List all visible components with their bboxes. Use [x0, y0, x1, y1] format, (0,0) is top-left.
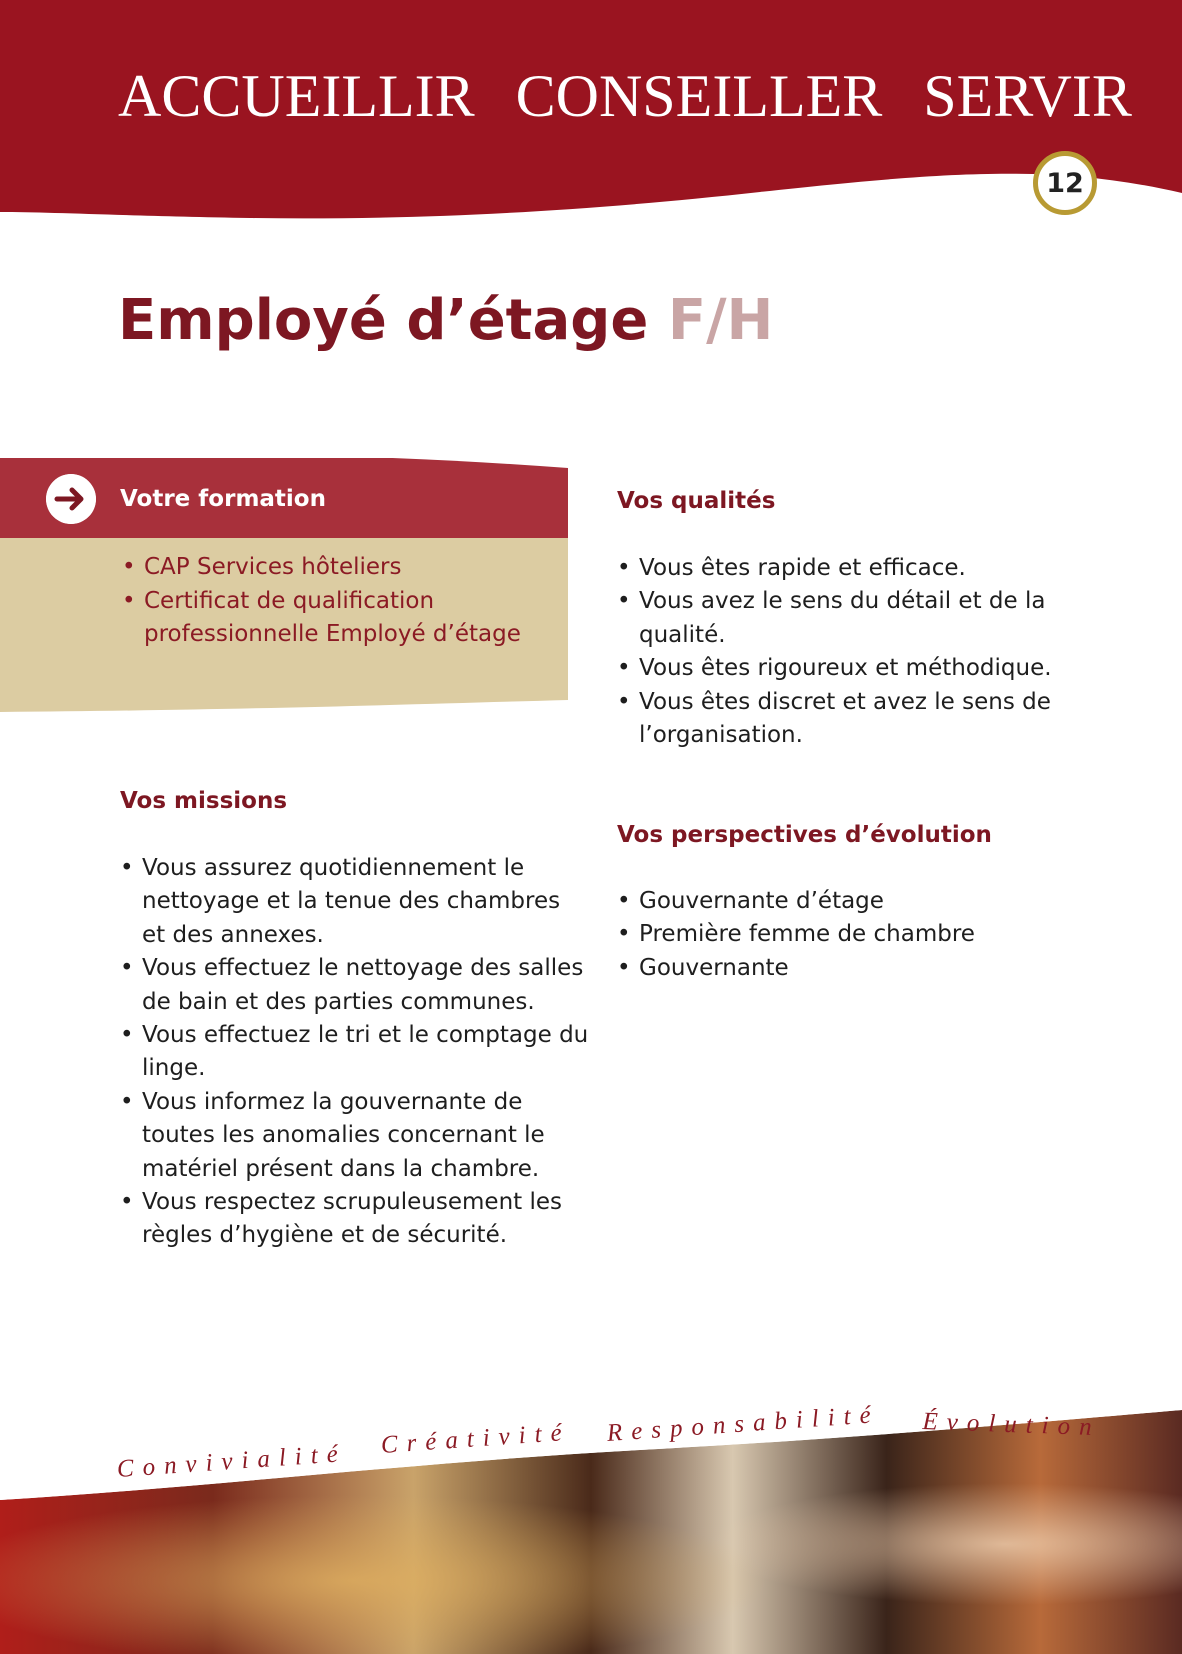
qualite-item: • Vous êtes discret et avez le sens de l’organisation. [617, 686, 1057, 753]
footer-word-responsabilite: Responsabilité [606, 1401, 881, 1448]
mission-item: • Vous effectuez le tri et le comptage du linge. [120, 1019, 590, 1086]
job-title-text: Employé d’étage [118, 288, 649, 353]
mission-item: • Vous effectuez le nettoyage des salles de bain et des parties communes. [120, 952, 590, 1019]
mission-item: • Vous respectez scrupuleusement les règles d’hygiène et de sécurité. [120, 1186, 590, 1253]
footer-word-creativite: Créativité [380, 1418, 572, 1460]
missions-heading: Vos missions [120, 788, 288, 814]
qualites-heading: Vos qualités [617, 488, 776, 514]
page-number-badge: 12 [1033, 151, 1097, 215]
formation-item: • Certificat de qualification professionnelle Employé d’étage [122, 585, 562, 652]
footer-word-convivialite: Convivialité [116, 1440, 348, 1484]
perspective-item: • Première femme de chambre [617, 918, 1057, 951]
qualite-item: • Vous êtes rapide et efficace. [617, 552, 1057, 585]
formation-list [122, 551, 562, 652]
perspectives-list [617, 885, 1057, 985]
job-gender: F/H [667, 288, 774, 353]
mission-item: • Vous assurez quotidiennement le nettoyage et la tenue des chambres et des annexes. [120, 852, 590, 952]
job-title [118, 288, 773, 353]
qualite-item: • Vous avez le sens du détail et de la qualité. [617, 585, 1057, 652]
qualites-list [617, 552, 1057, 752]
qualite-item: • Vous êtes rigoureux et méthodique. [617, 652, 1057, 685]
missions-list [120, 852, 590, 1253]
mission-item: • Vous informez la gouvernante de toutes les anomalies concernant le matériel présent dans la chambre. [120, 1086, 590, 1186]
perspective-item: • Gouvernante [617, 952, 1057, 985]
perspectives-heading: Vos perspectives d’évolution [617, 822, 992, 848]
header-title: ACCUEILLIR CONSEILLER SERVIR [118, 63, 1132, 129]
formation-heading: Votre formation [120, 486, 326, 512]
footer-word-evolution: Évolution [922, 1408, 1102, 1442]
formation-item: • CAP Services hôteliers [122, 551, 562, 585]
perspective-item: • Gouvernante d’étage [617, 885, 1057, 918]
arrow-right-icon [46, 474, 96, 524]
